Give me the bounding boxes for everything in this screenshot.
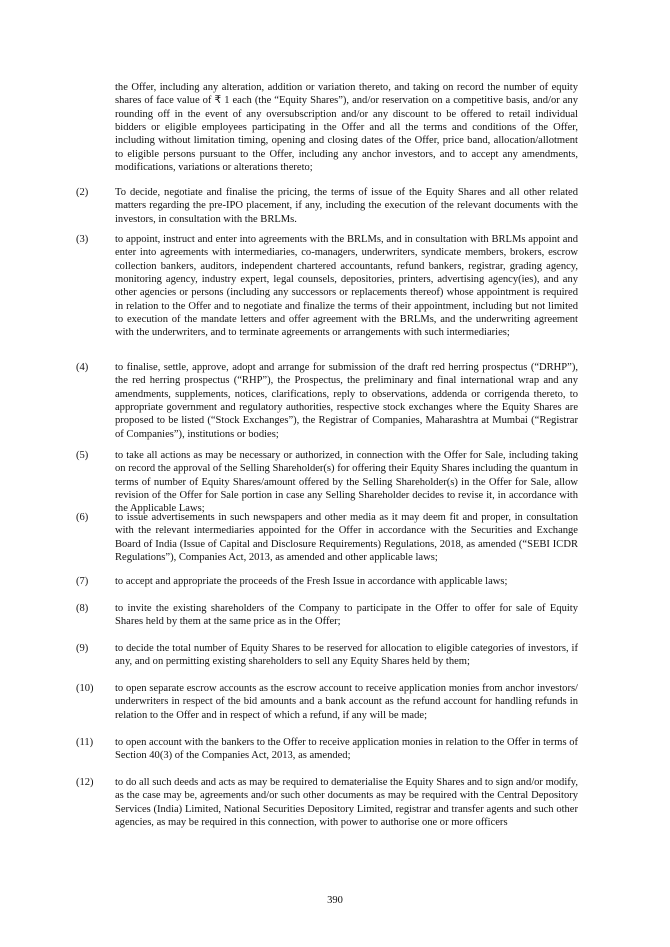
paragraph-text: to appoint, instruct and enter into agreements with the BRLMs, and in consultation with BRLMs appoint and enter into agreements with intermediaries, co-managers, underwriters, syndicate members, brokers, escrow collection bankers, auditors, independent chartered accountants, refund bankers, registrar, grading agency, monitoring agency, industry expert, legal counsels, depositories, printers, advertising agency(ies), and any other agencies or persons (including any successors or replacements thereof) whose appointment is required in relation to the Offer and to negotiate and finalize the terms of their appointment, including but not limited to execution of the mandate letters and offer agreement with the BRLMs, and the underwriting agreement with the underwriters, and to terminate agreements or arrangements with such intermediaries;: [115, 234, 578, 339]
paragraph-text: to invite the existing shareholders of the Company to participate in the Offer to offer for sale of Equity Shares held by them at the same price as in the Offer;: [115, 603, 578, 628]
paragraph-text: to take all actions as may be necessary or authorized, in connection with the Offer for Sale, including taking on record the approval of the Selling Shareholder(s) for offering their Equity Shares including the quantum in terms of number of Equity Shares/amount offered by the Selling Shareholder(s) in the Offer for Sale, allow revision of the Offer for Sale portion in case any Selling Shareholder decides to revise it, in accordance with the Applicable Laws;: [115, 450, 578, 515]
paragraph-7: [76, 575, 578, 588]
paragraph-number: (5): [76, 450, 89, 461]
paragraph-10: [76, 682, 578, 722]
paragraph-text: to open account with the bankers to the Offer to receive application monies in relation to the Offer in terms of Section 40(3) of the Companies Act, 2013, as amended;: [115, 737, 578, 762]
paragraph-3: [76, 233, 578, 340]
paragraph-number: (8): [76, 603, 89, 614]
paragraph-text: to decide the total number of Equity Shares to be reserved for allocation to eligible categories of investors, if any, and on permitting existing shareholders to sell any Equity Shares held by them;: [115, 643, 578, 668]
paragraph-number: (7): [76, 576, 89, 587]
paragraph-text: to do all such deeds and acts as may be required to dematerialise the Equity Shares and to sign and/or modify, as the case may be, agreements and/or such other documents as may be required with the Central Depository Services (India) Limited, National Securities Depository Limited, registrar and transfer agents and such other agencies, as may be required in this connection, with power to authorise one or more officers: [115, 777, 578, 829]
paragraph-2: [76, 186, 578, 226]
paragraph-number: (3): [76, 234, 89, 245]
paragraph-number: (10): [76, 683, 94, 694]
paragraph-continuation: [76, 81, 578, 174]
paragraph-text: to accept and appropriate the proceeds of the Fresh Issue in accordance with applicable laws;: [115, 576, 508, 587]
paragraph-number: (6): [76, 512, 89, 523]
paragraph-number: (11): [76, 737, 94, 748]
paragraph-number: (2): [76, 187, 89, 198]
paragraph-text: to issue advertisements in such newspapers and other media as it may deem fit and proper, in consultation with the relevant intermediaries appointed for the Offer in accordance with the Securities and Exchange Board of India (Issue of Capital and Disclosure Requirements) Regulations, 2018, as amended (“SEBI ICDR Regulations”), Companies Act, 2013, as amended and other applicable laws;: [115, 512, 578, 564]
page-number: 390: [327, 895, 343, 906]
paragraph-number: (9): [76, 643, 89, 654]
paragraph-9: [76, 642, 578, 669]
paragraph-12: [76, 776, 578, 829]
paragraph-5: [76, 449, 578, 516]
paragraph-text: to finalise, settle, approve, adopt and arrange for submission of the draft red herring prospectus (“DRHP”), the red herring prospectus (“RHP”), the Prospectus, the preliminary and final international wrap and any amendments, supplements, notices, clarifications, reply to observations, addenda or corrigenda thereto, to appropriate government and regulatory authorities, respective stock exchanges where the Equity Shares are proposed to be listed (“Stock Exchanges”), the Registrar of Companies, Maharashtra at Mumbai (“Registrar of Companies”), institutions or bodies;: [115, 362, 578, 440]
paragraph-6: [76, 511, 578, 564]
paragraph-text: to open separate escrow accounts as the escrow account to receive application monies from anchor investors/ underwriters in respect of the bid amounts and a bank account as the refund account for handling refunds in relation to the Offer and in respect of which a refund, if any will be made;: [115, 683, 578, 721]
paragraph-number: (4): [76, 362, 89, 373]
paragraph-text: To decide, negotiate and finalise the pricing, the terms of issue of the Equity Shares and all other related matters regarding the pre-IPO placement, if any, including the execution of the relevant documents with the investors, in consultation with the BRLMs.: [115, 187, 578, 225]
paragraph-4: [76, 361, 578, 441]
paragraph-11: [76, 736, 578, 763]
paragraph-8: [76, 602, 578, 629]
paragraph-text: the Offer, including any alteration, addition or variation thereto, and taking on record the number of equity shares of face value of ₹ 1 each (the “Equity Shares”), and/or reservation on a competitive basis, and/or any rounding off in the event of any oversubscription and/or any discount to be offered to retail individual bidders or eligible employees participating in the Offer and all the terms and conditions of the Offer, including without limitation timing, opening and closing dates of the Offer, price band, allocation/allotment to eligible persons pursuant to the Offer, including any anchor investors, and to accept any amendments, modifications, variations or alterations thereto;: [115, 82, 578, 174]
paragraph-number: (12): [76, 777, 94, 788]
